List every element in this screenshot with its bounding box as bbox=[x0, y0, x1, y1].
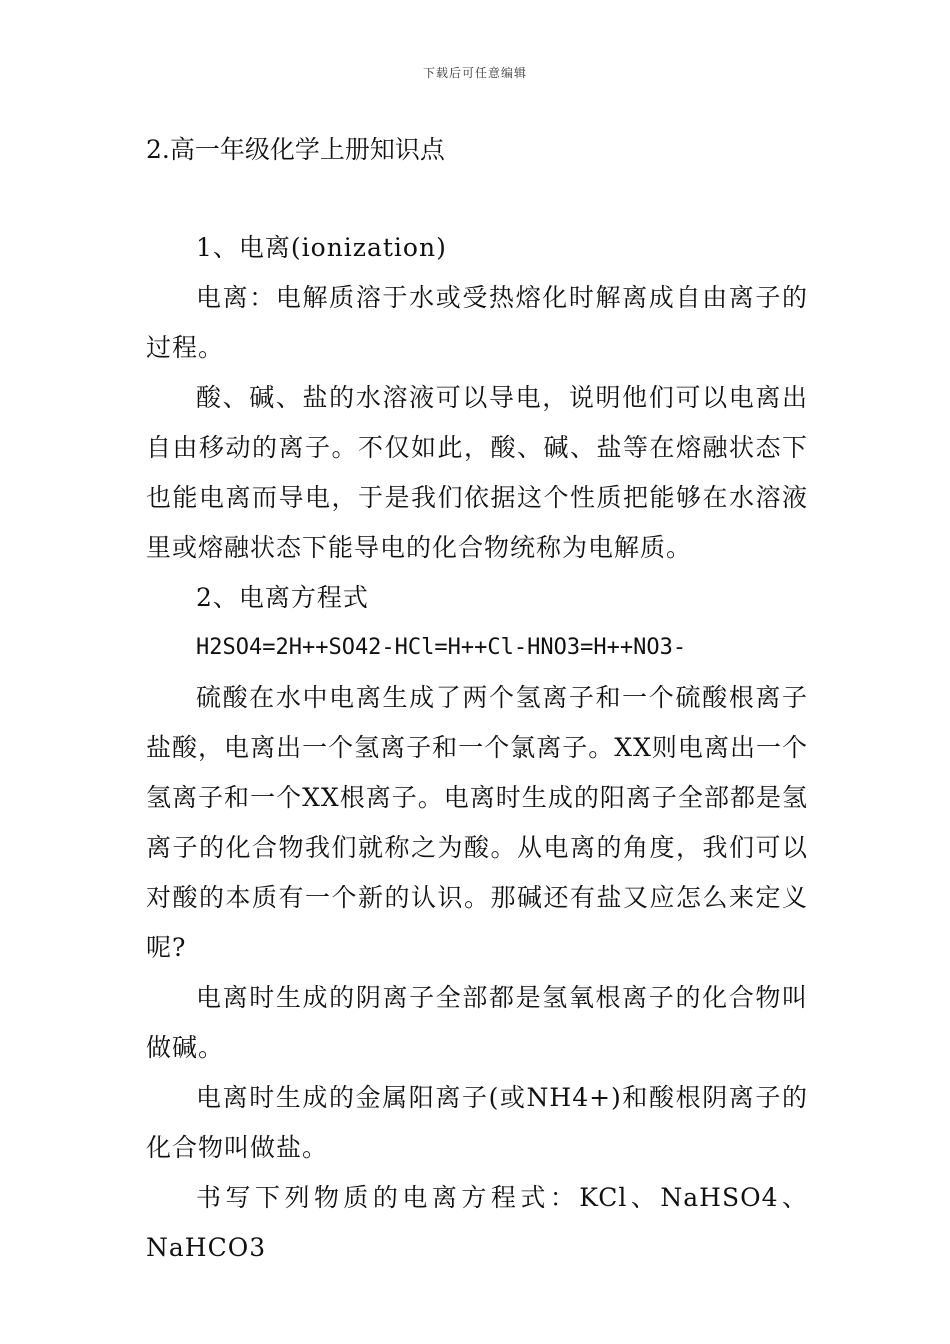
document-title: 2.高一年级化学上册知识点 bbox=[146, 135, 445, 164]
paragraph-base-definition: 电离时生成的阴离子全部都是氢氧根离子的化合物叫做碱。 bbox=[146, 983, 808, 1062]
paragraph-exercise: 书写下列物质的电离方程式：KCl、NaHSO4、NaHCO3 bbox=[146, 1183, 808, 1262]
section-heading-equation: 2、电离方程式 bbox=[196, 583, 369, 612]
paragraph-salt-definition: 电离时生成的金属阳离子(或NH4+)和酸根阴离子的化合物叫做盐。 bbox=[146, 1083, 808, 1162]
equation-line: H2SO4=2H++SO42-HCl=H++Cl-HNO3=H++NO3- bbox=[196, 635, 687, 660]
paragraph-ionization-definition: 电离：电解质溶于水或受热熔化时解离成自由离子的过程。 bbox=[146, 283, 808, 362]
paragraph-acid-definition: 硫酸在水中电离生成了两个氢离子和一个硫酸根离子盐酸，电离出一个氢离子和一个氯离子。XX则电离出一个氢离子和一个XX根离子。电离时生成的阳离子全部都是氢离子的化合物我们就称之为酸。从电离的角度，我们可以对酸的本质有一个新的认识。那碱还有盐又应怎么来定义呢? bbox=[146, 683, 808, 962]
section-heading-ionization: 1、电离(ionization) bbox=[196, 233, 447, 262]
paragraph-conductivity: 酸、碱、盐的水溶液可以导电，说明他们可以电离出自由移动的离子。不仅如此，酸、碱、盐等在熔融状态下也能电离而导电，于是我们依据这个性质把能够在水溶液里或熔融状态下能导电的化合物统称为电解质。 bbox=[146, 383, 808, 562]
page-header: 下载后可任意编辑 bbox=[422, 66, 527, 80]
